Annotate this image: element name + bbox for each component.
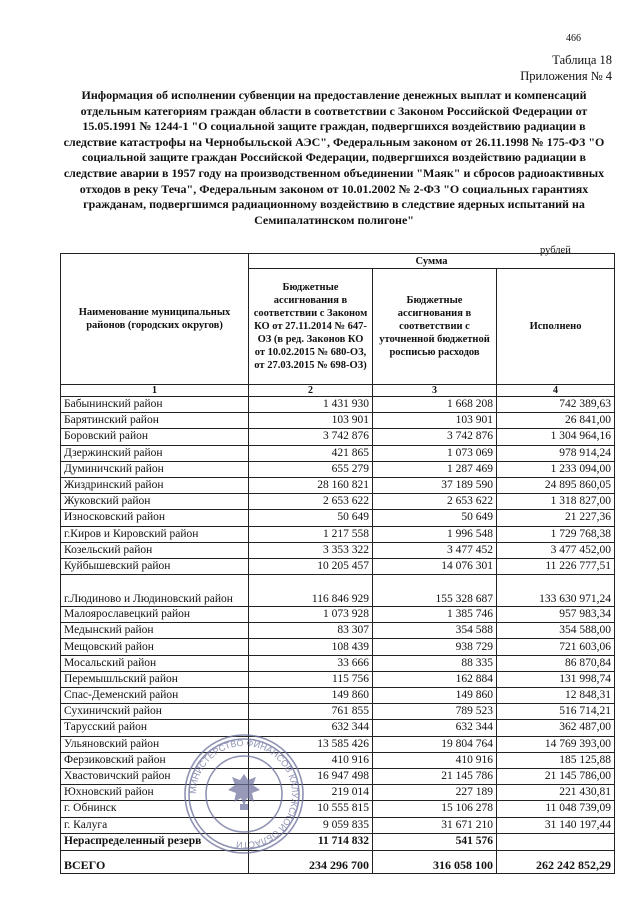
table-row	[61, 477, 615, 493]
executed-amount: 362 487,00	[497, 720, 615, 736]
refined-allocation: 354 588	[373, 623, 497, 639]
total-col2: 234 296 700	[249, 850, 373, 873]
refined-allocation: 19 804 764	[373, 736, 497, 752]
planned-allocation: 2 653 622	[249, 494, 373, 510]
seal-ring-text: МИНИСТЕРСТВО ФИНАНСОВ КАЛУЖСКОЙ ОБЛАСТИ	[187, 737, 301, 851]
executed-amount: 12 848,31	[497, 688, 615, 704]
refined-allocation: 50 649	[373, 510, 497, 526]
executed-amount: 354 588,00	[497, 623, 615, 639]
total-col4: 262 242 852,29	[497, 850, 615, 873]
total-row	[61, 850, 615, 873]
refined-allocation: 149 860	[373, 688, 497, 704]
planned-allocation: 83 307	[249, 623, 373, 639]
executed-amount: 14 769 393,00	[497, 736, 615, 752]
executed-amount: 221 430,81	[497, 785, 615, 801]
refined-allocation: 410 916	[373, 752, 497, 768]
executed-amount: 1 233 094,00	[497, 461, 615, 477]
planned-allocation: 16 947 498	[249, 768, 373, 784]
table-reference	[520, 52, 612, 84]
refined-allocation: 14 076 301	[373, 558, 497, 574]
executed-amount: 742 389,63	[497, 397, 615, 413]
table-row	[61, 768, 615, 784]
executed-amount: 86 870,84	[497, 655, 615, 671]
planned-allocation: 1 431 930	[249, 397, 373, 413]
refined-allocation: 88 335	[373, 655, 497, 671]
refined-allocation: 2 653 622	[373, 494, 497, 510]
district-name: г.Киров и Кировский район	[61, 526, 249, 542]
reserve-col2: 11 714 832	[249, 833, 373, 850]
header-sum: Сумма	[249, 254, 615, 269]
district-name: Износковский район	[61, 510, 249, 526]
district-name: Ульяновский район	[61, 736, 249, 752]
refined-allocation: 31 671 210	[373, 817, 497, 833]
column-number: 4	[497, 385, 615, 397]
district-name: Перемышльский район	[61, 671, 249, 687]
planned-allocation: 149 860	[249, 688, 373, 704]
planned-allocation: 410 916	[249, 752, 373, 768]
executed-amount: 185 125,88	[497, 752, 615, 768]
district-name: Тарусский район	[61, 720, 249, 736]
table-row	[61, 397, 615, 413]
planned-allocation: 9 059 835	[249, 817, 373, 833]
executed-amount: 516 714,21	[497, 704, 615, 720]
table-row	[61, 736, 615, 752]
table-row	[61, 704, 615, 720]
reserve-name: Нераспределенный резерв	[61, 833, 249, 850]
header-name: Наименование муниципальных районов (городских округов)	[61, 254, 249, 385]
district-name: Козельский район	[61, 542, 249, 558]
executed-amount: 31 140 197,44	[497, 817, 615, 833]
column-number: 1	[61, 385, 249, 397]
refined-allocation: 632 344	[373, 720, 497, 736]
planned-allocation: 50 649	[249, 510, 373, 526]
total-col3: 316 058 100	[373, 850, 497, 873]
district-name: Ферзиковский район	[61, 752, 249, 768]
planned-allocation: 655 279	[249, 461, 373, 477]
planned-allocation: 13 585 426	[249, 736, 373, 752]
table-row	[61, 817, 615, 833]
table-row	[61, 655, 615, 671]
page-number: 466	[566, 33, 581, 44]
refined-allocation: 162 884	[373, 671, 497, 687]
planned-allocation: 33 666	[249, 655, 373, 671]
table-row	[61, 720, 615, 736]
executed-amount: 11 048 739,09	[497, 801, 615, 817]
planned-allocation: 1 217 558	[249, 526, 373, 542]
table-body	[61, 397, 615, 834]
executed-amount: 21 227,36	[497, 510, 615, 526]
planned-allocation: 1 073 928	[249, 607, 373, 623]
executed-amount: 11 226 777,51	[497, 558, 615, 574]
district-name: г.Людиново и Людиновский район	[61, 575, 249, 607]
planned-allocation: 3 742 876	[249, 429, 373, 445]
table-row	[61, 445, 615, 461]
executed-amount: 978 914,24	[497, 445, 615, 461]
refined-allocation: 1 668 208	[373, 397, 497, 413]
refined-allocation: 1 287 469	[373, 461, 497, 477]
district-name: Жиздринский район	[61, 477, 249, 493]
refined-allocation: 155 328 687	[373, 575, 497, 607]
executed-amount: 21 145 786,00	[497, 768, 615, 784]
planned-allocation: 421 865	[249, 445, 373, 461]
district-name: Хвастовичский район	[61, 768, 249, 784]
planned-allocation: 632 344	[249, 720, 373, 736]
refined-allocation: 3 742 876	[373, 429, 497, 445]
planned-allocation: 10 205 457	[249, 558, 373, 574]
district-name: г. Обнинск	[61, 801, 249, 817]
district-name: Дзержинский район	[61, 445, 249, 461]
table-row	[61, 607, 615, 623]
reserve-row	[61, 833, 615, 850]
district-name: Малоярославецкий район	[61, 607, 249, 623]
table-row	[61, 575, 615, 607]
table-row	[61, 671, 615, 687]
executed-amount: 133 630 971,24	[497, 575, 615, 607]
refined-allocation: 1 073 069	[373, 445, 497, 461]
executed-amount: 1 304 964,16	[497, 429, 615, 445]
refined-allocation: 938 729	[373, 639, 497, 655]
table-row	[61, 558, 615, 574]
table-row	[61, 688, 615, 704]
column-number: 3	[373, 385, 497, 397]
table-row	[61, 510, 615, 526]
total-name: ВСЕГО	[61, 850, 249, 873]
executed-amount: 1 318 827,00	[497, 494, 615, 510]
table-row	[61, 785, 615, 801]
district-name: Бабынинский район	[61, 397, 249, 413]
district-name: Спас-Деменский район	[61, 688, 249, 704]
reserve-col4	[497, 833, 615, 850]
district-name: Куйбышевский район	[61, 558, 249, 574]
header-col4: Исполнено	[497, 269, 615, 385]
district-name: Юхновский район	[61, 785, 249, 801]
executed-amount: 131 998,74	[497, 671, 615, 687]
executed-amount: 721 603,06	[497, 639, 615, 655]
table-ref-line1: Таблица 18	[552, 53, 612, 67]
district-name: Мещовский район	[61, 639, 249, 655]
refined-allocation: 21 145 786	[373, 768, 497, 784]
table-row	[61, 623, 615, 639]
table-row	[61, 542, 615, 558]
planned-allocation: 28 160 821	[249, 477, 373, 493]
planned-allocation: 761 855	[249, 704, 373, 720]
executed-amount: 24 895 860,05	[497, 477, 615, 493]
table-row	[61, 639, 615, 655]
table-row	[61, 429, 615, 445]
table-ref-line2: Приложения № 4	[520, 69, 612, 83]
table-row	[61, 413, 615, 429]
document-title: Информация об исполнении субвенции на предоставление денежных выплат и компенсаций отдельным категориям граждан области в соответствии с Законом Российской Федерации от 15.05.1991 № 1244-1 "О социальной защите граждан, подвергшихся воздействию радиации в следствие катастрофы на Чернобыльской АЭС", Федеральным законом от 26.11.1998 № 175-ФЗ "О социальной защите граждан Российской Федерации, подвергшихся воздействию радиации в следствие аварии в 1957 году на производственном объединении "Маяк" и сбросов радиоактивных отходов в реку Теча", Федеральным законом от 10.01.2002 № 2-ФЗ "О социальных гарантиях гражданам, подвергшимся радиационному воздействию в следствие ядерных испытаний на Семипалатинском полигоне"	[63, 88, 605, 227]
district-name: Сухиничский район	[61, 704, 249, 720]
refined-allocation: 3 477 452	[373, 542, 497, 558]
district-name: Мосальский район	[61, 655, 249, 671]
subvention-table	[60, 253, 615, 874]
planned-allocation: 108 439	[249, 639, 373, 655]
district-name: Барятинский район	[61, 413, 249, 429]
executed-amount: 957 983,34	[497, 607, 615, 623]
header-col2: Бюджетные ассигнования в соответствии с Законом КО от 27.11.2014 № 647-ОЗ (в ред. Законов КО от 10.02.2015 № 680-ОЗ, от 27.03.2015 № 698-ОЗ)	[249, 269, 373, 385]
planned-allocation: 219 014	[249, 785, 373, 801]
reserve-col3: 541 576	[373, 833, 497, 850]
executed-amount: 26 841,00	[497, 413, 615, 429]
refined-allocation: 227 189	[373, 785, 497, 801]
planned-allocation: 116 846 929	[249, 575, 373, 607]
refined-allocation: 15 106 278	[373, 801, 497, 817]
executed-amount: 1 729 768,38	[497, 526, 615, 542]
table-row	[61, 801, 615, 817]
column-number: 2	[249, 385, 373, 397]
planned-allocation: 103 901	[249, 413, 373, 429]
table-row	[61, 461, 615, 477]
district-name: г. Калуга	[61, 817, 249, 833]
executed-amount: 3 477 452,00	[497, 542, 615, 558]
refined-allocation: 1 996 548	[373, 526, 497, 542]
table-row	[61, 494, 615, 510]
planned-allocation: 10 555 815	[249, 801, 373, 817]
table-row	[61, 752, 615, 768]
table-row	[61, 526, 615, 542]
refined-allocation: 37 189 590	[373, 477, 497, 493]
units-label: рублей	[540, 245, 571, 256]
refined-allocation: 103 901	[373, 413, 497, 429]
district-name: Думиничский район	[61, 461, 249, 477]
planned-allocation: 3 353 322	[249, 542, 373, 558]
district-name: Боровский район	[61, 429, 249, 445]
refined-allocation: 789 523	[373, 704, 497, 720]
district-name: Жуковский район	[61, 494, 249, 510]
refined-allocation: 1 385 746	[373, 607, 497, 623]
district-name: Медынский район	[61, 623, 249, 639]
planned-allocation: 115 756	[249, 671, 373, 687]
header-col3: Бюджетные ассигнования в соответствии с уточненной бюджетной росписью расходов	[373, 269, 497, 385]
